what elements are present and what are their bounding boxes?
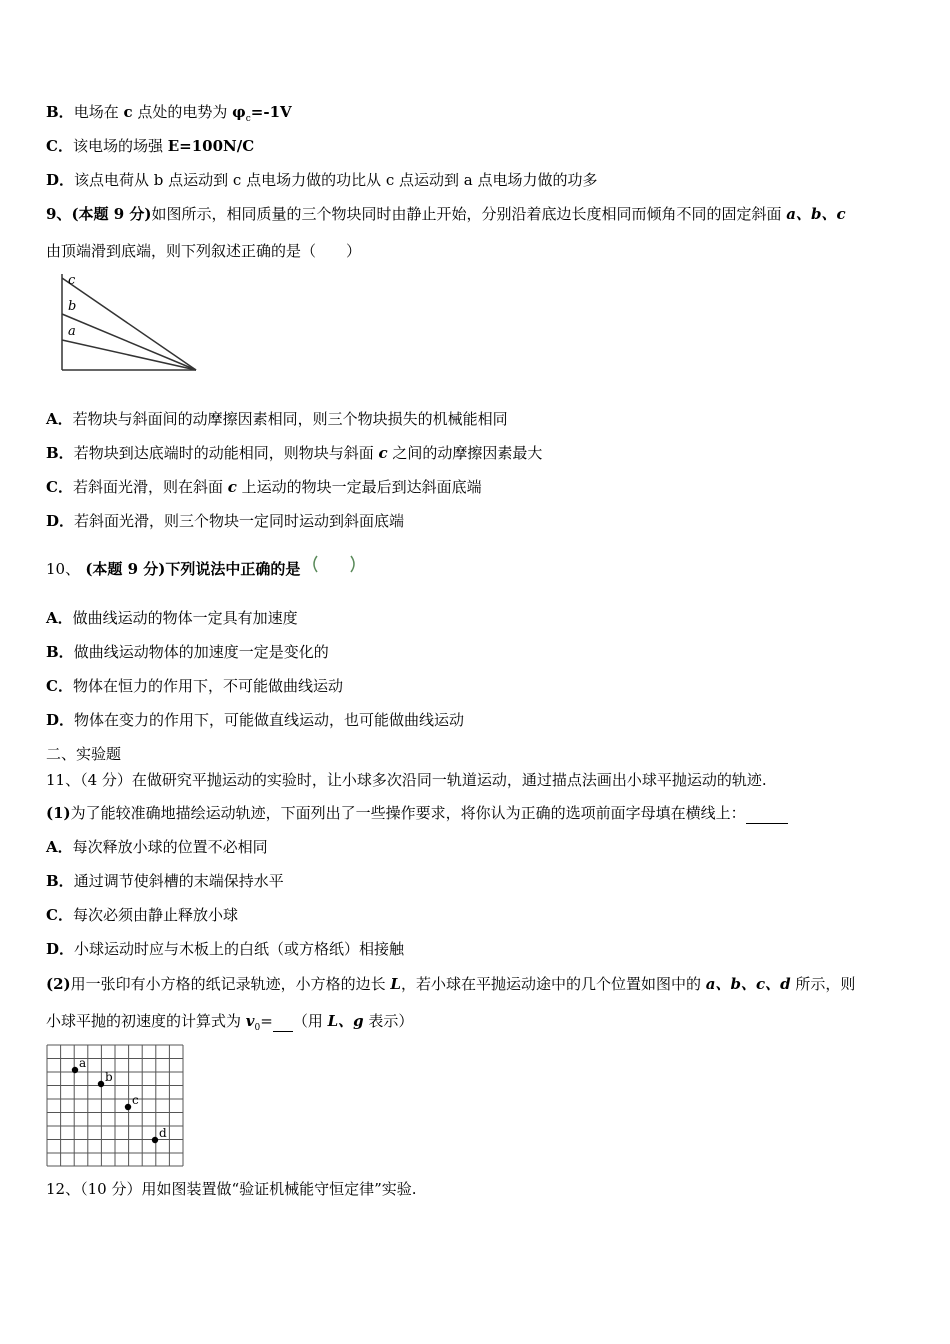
- grid-label-b: b: [105, 1070, 113, 1084]
- q9-stem-line2: 由顶端滑到底端，则下列叙述正确的是（ ）: [46, 242, 362, 260]
- q11-part1: (1)为了能较准确地描绘运动轨迹，下面列出了一些操作要求，将你认为正确的选项前面字母填在横线上：: [46, 803, 910, 824]
- grid-label-c: c: [132, 1093, 139, 1107]
- q11-part2-line2: 小球平抛的初速度的计算式为 $v_0=$ （用 L、g 表示）: [46, 1012, 414, 1033]
- incline-a: [62, 340, 196, 370]
- incline-c: [62, 278, 196, 370]
- q11-option-a: A．每次释放小球的位置不必相同: [46, 838, 268, 856]
- answer-bracket-image: [310, 554, 360, 574]
- q11-stem: 11、（4 分）在做研究平抛运动的实验时，让小球多次沿同一轨道运动，通过描点法画出小球平抛运动的轨迹.: [46, 771, 767, 789]
- trajectory-grid-figure: [46, 1044, 186, 1168]
- q9-option-a: A．若物块与斜面间的动摩擦因素相同，则三个物块损失的机械能相同: [46, 410, 508, 428]
- q12-stem: 12、（10 分）用如图装置做“验证机械能守恒定律”实验.: [46, 1180, 417, 1198]
- q11-option-b: B．通过调节使斜槽的末端保持水平: [46, 872, 284, 890]
- q10-option-a: A．做曲线运动的物体一定具有加速度: [46, 609, 298, 627]
- label-c: c: [68, 273, 76, 288]
- point-c: [125, 1104, 131, 1110]
- q11-option-d: D．小球运动时应与木板上的白纸（或方格纸）相接触: [46, 940, 405, 958]
- label-a: a: [68, 324, 76, 339]
- q10-option-c: C．物体在恒力的作用下，不可能做曲线运动: [46, 677, 343, 695]
- section-title: 二、实验题: [46, 745, 122, 763]
- option-letter: B．: [46, 103, 74, 121]
- q8-option-c: C．该电场的场强 E=100N/C: [46, 137, 255, 155]
- label-b: b: [68, 299, 77, 314]
- q8-option-b: B．电场在 c 点处的电势为 $\varphi_c=-1V$: [46, 103, 292, 124]
- q9-option-c: C．若斜面光滑，则在斜面 c 上运动的物块一定最后到达斜面底端: [46, 478, 482, 496]
- grid-label-a: a: [79, 1056, 87, 1070]
- q11-option-c: C．每次必须由静止释放小球: [46, 906, 238, 924]
- point-a: [72, 1067, 78, 1073]
- incline-b: [62, 314, 196, 370]
- q10-option-d: D．物体在变力的作用下，可能做直线运动，也可能做曲线运动: [46, 711, 465, 729]
- q10-stem: 10、 (本题 9 分)下列说法中正确的是: [46, 560, 301, 578]
- grid-label-d: d: [159, 1126, 167, 1140]
- point-b: [98, 1081, 104, 1087]
- answer-blank[interactable]: [746, 803, 788, 824]
- q8-option-d: D．该点电荷从 b 点运动到 c 点电场力做的功比从 c 点运动到 a 点电场力做的功多: [46, 171, 598, 189]
- q9-option-b: B．若物块到达底端时的动能相同，则物块与斜面 c 之间的动摩擦因素最大: [46, 444, 543, 462]
- q9-stem-line1: 9、(本题 9 分)如图所示，相同质量的三个物块同时由静止开始，分别沿着底边长度相同而倾角不同的固定斜面 a、b、c: [46, 205, 846, 223]
- q11-part2-line1: (2)用一张印有小方格的纸记录轨迹，小方格的边长 L，若小球在平抛运动途中的几个位置如图中的 a、b、c、d 所示，则: [46, 975, 856, 993]
- q9-option-d: D．若斜面光滑，则三个物块一定同时运动到斜面底端: [46, 512, 405, 530]
- answer-blank-v0[interactable]: [273, 1011, 293, 1032]
- q10-option-b: B．做曲线运动物体的加速度一定是变化的: [46, 643, 329, 661]
- incline-figure: [56, 270, 206, 376]
- point-d: [152, 1137, 158, 1143]
